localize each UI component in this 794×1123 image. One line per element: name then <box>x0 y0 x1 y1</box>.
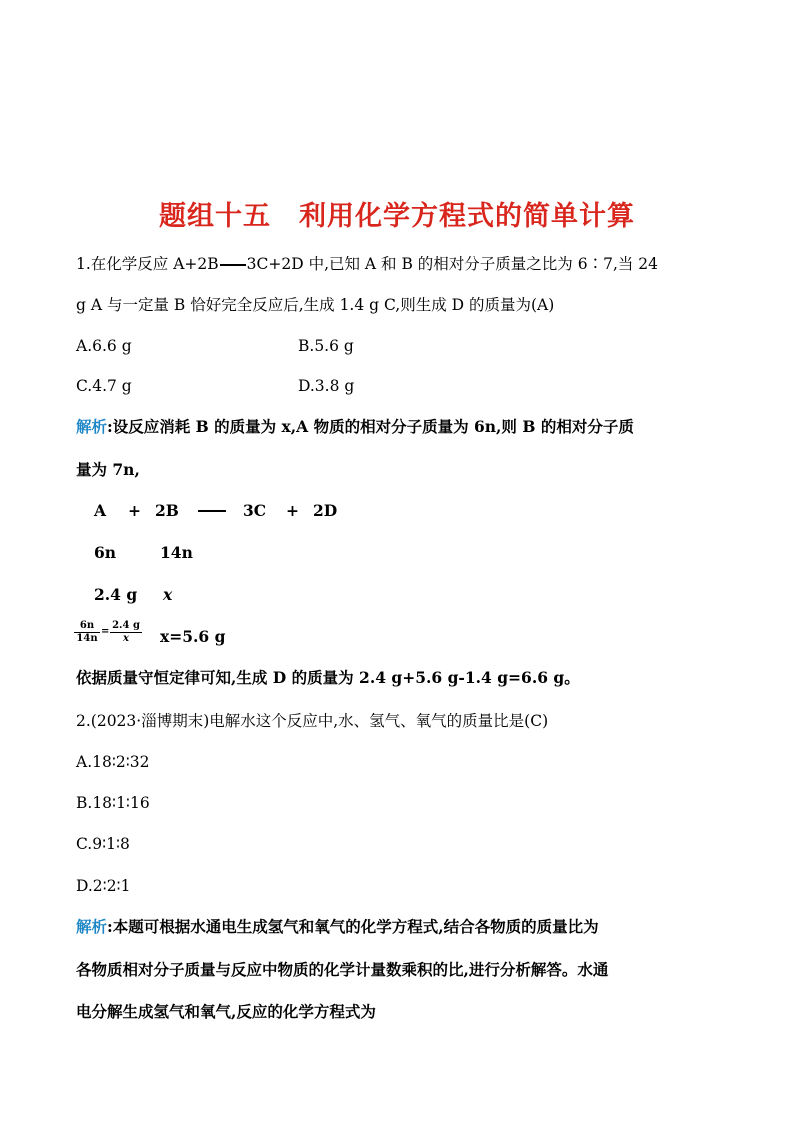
eq-row2-left: 2.4 g <box>94 585 138 604</box>
q2-analysis-line3: 电分解生成氢气和氧气,反应的化学方程式为 <box>76 1002 376 1021</box>
fraction-result: x=5.6 g <box>160 627 226 646</box>
eq-plus-2: + <box>286 501 299 520</box>
eq-row1-right: 14n <box>160 543 193 562</box>
q1-option-c: C.4.7 g <box>76 377 132 395</box>
q1-stem-part-a: 1.在化学反应 A+2B <box>76 255 219 273</box>
q1-analysis-line1 <box>76 417 634 437</box>
eq-plus-1: + <box>128 501 141 520</box>
q1-option-d: D.3.8 g <box>298 377 355 395</box>
eq-species-2b: 2B <box>155 501 179 520</box>
fraction-right-denominator: x <box>123 633 129 644</box>
q1-stem-line1 <box>76 254 658 274</box>
q1-stem-part-b: 3C+2D 中,已知 A 和 B 的相对分子质量之比为 6∶7,当 24 <box>246 255 659 273</box>
fraction-left-denominator: 14n <box>76 633 98 644</box>
q2-analysis-line2: 各物质相对分子质量与反应中物质的化学计量数乘积的比,进行分析解答。水通 <box>76 960 609 979</box>
q1-conclusion: 依据质量守恒定律可知,生成 D 的质量为 2.4 g+5.6 g-1.4 g=6.6 g。 <box>76 668 580 687</box>
fraction-equals: = <box>101 626 110 637</box>
analysis-label: 解析 <box>76 917 108 936</box>
q2-analysis-text1: :本题可根据水通电生成氢气和氧气的化学方程式,结合各物质的质量比为 <box>107 917 599 936</box>
fraction-right <box>110 620 142 645</box>
q1-option-a: A.6.6 g <box>76 337 132 355</box>
analysis-label: 解析 <box>76 417 108 436</box>
eq-row2-right: x <box>163 585 173 604</box>
eq-reaction-arrow <box>198 510 226 512</box>
fraction-left-numerator: 6n <box>74 620 100 633</box>
eq-species-a: A <box>94 501 107 520</box>
eq-species-2d: 2D <box>313 501 338 520</box>
q1-stem-line2: g A 与一定量 B 恰好完全反应后,生成 1.4 g C,则生成 D 的质量为(A) <box>76 296 555 314</box>
page-title: 题组十五 利用化学方程式的简单计算 <box>159 201 635 232</box>
q2-analysis-line1 <box>76 917 599 937</box>
q1-analysis-text1: :设反应消耗 B 的质量为 x,A 物质的相对分子质量为 6n,则 B 的相对分子质 <box>107 417 634 436</box>
eq-row1-left: 6n <box>94 543 117 562</box>
q2-stem: 2.(2023·淄博期末)电解水这个反应中,水、氢气、氧气的质量比是(C) <box>76 712 549 730</box>
q2-option-c: C.9∶1∶8 <box>76 835 130 853</box>
q2-option-a: A.18∶2∶32 <box>76 753 150 771</box>
fraction-left <box>74 620 100 645</box>
q2-option-b: B.18∶1∶16 <box>76 794 150 812</box>
q1-analysis-line2: 量为 7n, <box>76 460 140 479</box>
q2-option-d: D.2∶2∶1 <box>76 877 131 895</box>
q1-option-b: B.5.6 g <box>298 337 354 355</box>
eq-species-3c: 3C <box>243 501 267 520</box>
reaction-arrow <box>220 264 246 266</box>
fraction-right-numerator: 2.4 g <box>110 620 142 633</box>
